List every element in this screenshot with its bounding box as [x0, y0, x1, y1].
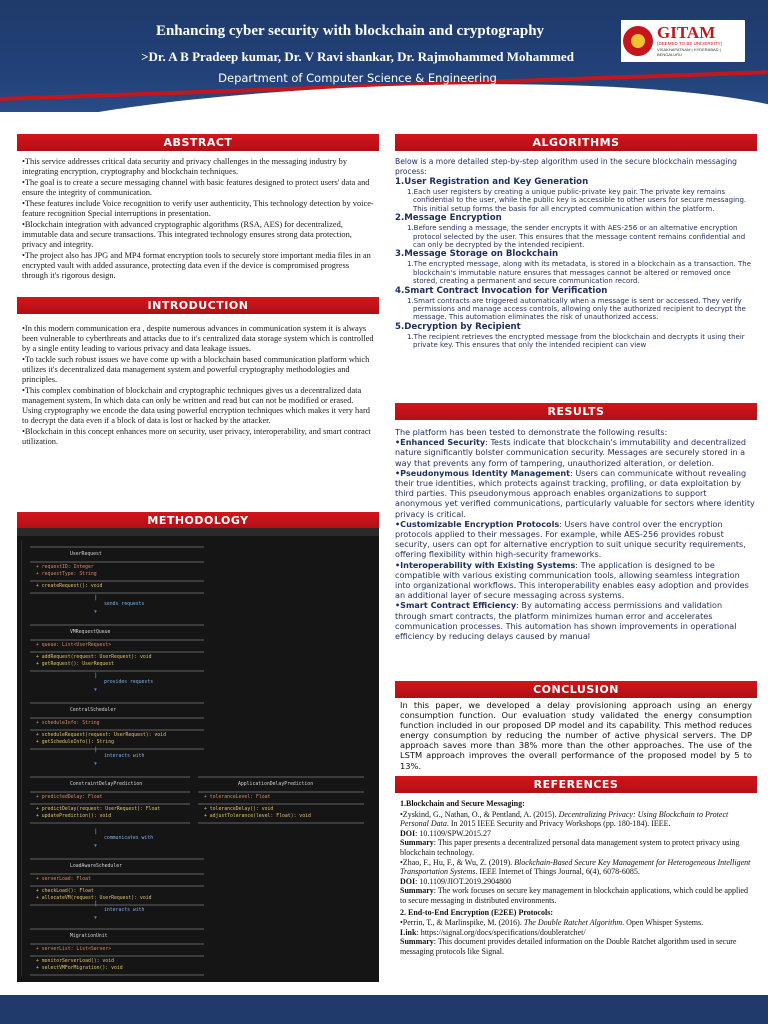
diagram-box-method: + toleranceDelay(): void	[204, 807, 274, 812]
diagram-box-divider	[198, 803, 364, 805]
diagram-box-border	[30, 748, 204, 750]
diagram-box-border	[30, 546, 204, 548]
diagram-box-method: + monitorServerLoad(): void	[36, 959, 114, 964]
diagram-box-border	[30, 624, 204, 626]
diagram-box-border	[30, 702, 204, 704]
diagram-box-divider	[30, 729, 204, 731]
diagram-box-border	[30, 822, 190, 824]
introduction-body	[22, 324, 374, 448]
poster-header	[0, 0, 768, 112]
diagram-box-method: + selectVMForMigration(): void	[36, 966, 123, 971]
diagram-box-title: LoadAwareScheduler	[70, 864, 122, 869]
reference-entry: •Zyskind, G., Nathan, O., & Pentland, A. (2015). Decentralizing Privacy: Using Blockchain to Protect Personal Data. In 2015 IEEE Security and Privacy Workshops (pp. 180-184). IEEE. DOI: 10.1109/SPW.2015.27 Summary: This paper presents a decentralized personal data management system to protect privacy using blockchain technology.	[400, 809, 740, 857]
diagram-box-divider	[30, 943, 204, 945]
algorithm-step-desc: 1.The encrypted message, along with its metadata, is stored in a blockchain as a transaction. The blockchain's immutable nature ensures that messages cannot be altered or removed once stored, creating a permanent and secure communication record.	[407, 260, 751, 286]
poster-department: Department of Computer Science & Engineering	[218, 71, 497, 85]
references-heading: REFERENCES	[395, 776, 757, 793]
result-text: : By automating access permissions and validation through smart contracts, the platform minimizes human error and accelerates communication processes. This automation has shown improvements in operational efficiency by reducing delays caused by manual	[395, 600, 737, 642]
result-item	[395, 519, 755, 560]
reference-entry: •Zhao, F., Hu, F., & Wu, Z. (2019). Blockchain-Based Secure Key Management for Heterogeneous Intelligent Transportation Systems. IEEE Internet of Things Journal, 6(4), 6078-6085. DOI: 10.1109/JIOT.2019.2904800 Summary: The work focuses on secure key management in blockchain applications, which could be applied to secure messaging in distributed environments.	[400, 857, 751, 905]
methodology-diagram	[17, 528, 379, 982]
results-heading: RESULTS	[395, 403, 757, 420]
diagram-box-divider	[30, 873, 204, 875]
diagram-box-title: MigrationUnit	[70, 934, 108, 939]
abstract-point: •These features include Voice recognition to verify user authenticity, This technology detection by voice-feature recognition Special interruptions in presentation.	[22, 199, 374, 218]
algorithm-step-title: 5.Decryption by Recipient	[395, 321, 521, 332]
diagram-link-label: interacts with	[104, 908, 145, 913]
result-title: •Customizable Encryption Protocols	[395, 518, 560, 529]
poster-authors: >Dr. A B Pradeep kumar, Dr. V Ravi shankar, Dr. Rajmohammed Mohammed	[141, 49, 574, 64]
diagram-box-border	[30, 776, 190, 778]
result-text: : The application is designed to be compatible with various existing communication tools, allowing seamless integration into organizational workflows. This interoperability enables easy adoption and provides an additional layer of secure messaging across systems.	[395, 559, 749, 601]
reference-entry: •Perrin, T., & Marlinspike, M. (2016). The Double Ratchet Algorithm. Open Whisper Systems. Link: https://signal.org/docs/specifications/doubleratchet/ Summary: This document provides detailed information on the Double Ratchet algorithm used in secure messaging protocols like Signal.	[400, 918, 737, 956]
diagram-link-arrow: ▼	[94, 916, 97, 921]
diagram-link-arrow: ▼	[94, 610, 97, 615]
gitam-emblem-icon	[623, 26, 653, 56]
diagram-box-title: CentralScheduler	[70, 708, 117, 713]
result-item	[395, 560, 755, 601]
diagram-box-divider	[30, 803, 190, 805]
diagram-box-field: + predictedDelay: Float	[36, 795, 103, 800]
diagram-link-arrow: ║	[94, 596, 97, 601]
diagram-box-method: + getRequest(): UserRequest	[36, 662, 114, 667]
diagram-box-border	[198, 776, 364, 778]
diagram-box-divider	[198, 791, 364, 793]
introduction-point: •This complex combination of blockchain and cryptographic techniques gives us a decentralized data management system, In which data can only be written and read but can not be modified or erased. Using cryptography we encode the data using powerful encryption techniques which makes it very hard to decrypt the data even if a block of data is lost or hacked by the attacker.	[22, 386, 370, 425]
algorithm-step-desc: 1.Each user registers by creating a unique public-private key pair. The private key remains confidential to the user, while the public key is accessible to other users for secure messaging. This initial setup forms the basis for all encrypted communication within the platform.	[407, 188, 747, 213]
diagram-box-title: ApplicationDelayPrediction	[238, 782, 314, 787]
result-text: : Tests indicate that blockchain's immutability and decentralized nature significantly bolster communication security. Messages are securely stored in a way that prevents any form of tampering, unauthorized alteration, or deletion.	[395, 437, 746, 468]
diagram-box-method: + predictDelay(request: UserRequest): Float	[36, 807, 161, 812]
diagram-box-title: VMRequestQueue	[70, 630, 111, 635]
diagram-link-label: interacts with	[104, 754, 145, 759]
introduction-heading: INTRODUCTION	[17, 297, 379, 314]
conclusion-heading: CONCLUSION	[395, 681, 757, 698]
diagram-box-divider	[30, 639, 204, 641]
diagram-box-method: + addRequest(request: UserRequest): void	[36, 655, 152, 660]
diagram-box-border	[198, 822, 364, 824]
logo-subline: VISAKHAPATNAM | HYDERABAD | BENGALURU	[657, 47, 721, 57]
diagram-box-method: + getScheduleInfo(): String	[36, 740, 114, 745]
diagram-box-divider	[30, 885, 204, 887]
abstract-point: •The goal is to create a secure messaging channel with basic features designed to protect users' data and ensure the integrity of communication.	[22, 178, 370, 197]
results-intro: The platform has been tested to demonstrate the following results:	[395, 427, 668, 437]
results-body	[395, 427, 755, 679]
algorithm-step-desc: 1.The recipient retrieves the encrypted message from the blockchain and decrypts it using their private key. This ensures that only the intended recipient can view	[407, 332, 745, 350]
diagram-box-divider	[30, 651, 204, 653]
result-item	[395, 468, 755, 519]
algorithms-body	[395, 157, 757, 401]
introduction-point: •Blockchain in this concept enhances more on security, user privacy, interoperability, and smart contract utilization.	[22, 427, 371, 446]
diagram-box-method: + updatePrediction(): void	[36, 814, 112, 819]
gitam-logo	[621, 20, 745, 62]
result-title: •Interoperability with Existing Systems	[395, 559, 576, 570]
result-item	[395, 600, 755, 641]
result-title: •Pseudonymous Identity Management	[395, 467, 571, 478]
abstract-body	[22, 157, 374, 282]
diagram-link-arrow: ▼	[94, 688, 97, 693]
diagram-box-border	[30, 670, 204, 672]
diagram-box-method: + scheduleRequest(request: UserRequest): void	[36, 733, 166, 738]
abstract-point: •The project also has JPG and MP4 format encryption tools to securely store important media files in an encrypted vault with added assurance, protecting data even if the device is compromised progress through it's rigorous design.	[22, 251, 371, 280]
diagram-link-label: provides requests	[104, 680, 154, 685]
diagram-link-label: communicates with	[104, 836, 154, 841]
diagram-box-field: + queue: List<UserRequest>	[36, 643, 112, 648]
diagram-box-divider	[30, 791, 190, 793]
diagram-link-arrow: ║	[94, 748, 97, 753]
diagram-box-divider	[30, 717, 204, 719]
diagram-box-method: + allocateVM(request: UserRequest): void	[36, 896, 152, 901]
diagram-box-title: ConstraintDelayPrediction	[70, 782, 143, 787]
result-title: •Enhanced Security	[395, 437, 486, 448]
algorithm-step-title: 3.Message Storage on Blockchain	[395, 249, 559, 260]
result-text: : Users have control over the encryption protocols applied to their messages. For example, while AES-256 provides robust security, users can opt for alternative encryption to suit unique security requirements, offering flexibility within high-security frameworks.	[395, 518, 746, 560]
result-title: •Smart Contract Efficiency	[395, 600, 517, 611]
diagram-box-method: + checkLoad(): Float	[36, 889, 94, 894]
diagram-link-label: sends requests	[104, 602, 145, 607]
diagram-box-border	[30, 928, 204, 930]
diagram-box-field: + requestType: String	[36, 572, 97, 577]
algorithm-step-title: 2.Message Encryption	[395, 213, 502, 224]
algorithm-step-desc: 1.Before sending a message, the sender encrypts it with AES-256 or an alternative encryption protocol selected by the user. This ensures that the message content remains confidential and can only be decrypted by the intended recipient.	[407, 224, 746, 250]
reference-group-title: 2. End-to-End Encryption (E2EE) Protocols:	[400, 907, 553, 917]
references-body	[400, 797, 752, 985]
diagram-box-border	[30, 974, 204, 976]
reference-group-title: 1.Blockchain and Secure Messaging:	[400, 799, 525, 808]
algorithm-step-title: 4.Smart Contract Invocation for Verification	[395, 285, 608, 296]
diagram-link-arrow: ▼	[94, 762, 97, 767]
diagram-box-border	[30, 858, 204, 860]
diagram-box-field: + toleranceLevel: Float	[204, 795, 271, 800]
methodology-heading: METHODOLOGY	[17, 512, 379, 529]
diagram-canvas	[21, 540, 369, 976]
diagram-box-border	[30, 904, 204, 906]
introduction-point: •In this modern communication era , despite numerous advances in communication system it is always been vulnerable to cyberthreats and attacks due to it's centralized data storage system which is controlled by a single entity leading to various privacy and data leakage issues.	[22, 324, 374, 353]
algorithm-step-desc: 1.Smart contracts are triggered automatically when a message is sent or accessed. They verify permissions and manage access controls, allowing only the authorized recipient to decrypt the message. This automation eliminates the risk of unauthorized access.	[407, 296, 746, 322]
diagram-box-method: + createRequest(): void	[36, 584, 103, 589]
diagram-link-arrow: ║	[94, 830, 97, 835]
conclusion-body: In this paper, we developed a delay provisioning approach using an energy consumption function. Our evaluation study validated the energy consumption function included in our proposed DP model and its capability. This method reduces energy consumption by reducing the number of active physical servers. The DP approach saves more than 38% more than the other approaches. The use of the LSTM approach improves the overall performance of the proposed model by 5 to 13%.	[400, 700, 752, 771]
algorithms-heading: ALGORITHMS	[395, 134, 757, 151]
diagram-box-field: + requestID: Integer	[36, 565, 94, 570]
diagram-box-field: + serverLoad: Float	[36, 877, 91, 882]
diagram-box-title: UserRequest	[70, 552, 102, 557]
result-item	[395, 437, 755, 468]
abstract-heading: ABSTRACT	[17, 134, 379, 151]
logo-name: GITAM	[657, 23, 716, 42]
diagram-box-divider	[30, 561, 204, 563]
algorithm-step-title: 1.User Registration and Key Generation	[395, 177, 589, 187]
algorithms-intro: Below is a more detailed step-by-step algorithm used in the secure blockchain messaging process:	[395, 157, 738, 176]
diagram-window-bar	[17, 528, 379, 536]
diagram-box-divider	[30, 955, 204, 957]
diagram-box-divider	[30, 580, 204, 582]
diagram-box-method: + adjustTolerance(level: Float): void	[204, 814, 311, 819]
diagram-box-field: + serverList: List<Server>	[36, 947, 112, 952]
poster-footer	[0, 995, 768, 1024]
diagram-link-arrow: ║	[94, 674, 97, 679]
logo-tagline: (DEEMED TO BE UNIVERSITY)	[657, 41, 723, 46]
abstract-point: •This service addresses critical data security and privacy challenges in the messaging industry by integrating encryption, cryptography and blockchain techniques.	[22, 157, 348, 176]
diagram-box-field: + scheduleInfo: String	[36, 721, 100, 726]
diagram-box-border	[30, 592, 204, 594]
diagram-link-arrow: ▼	[94, 844, 97, 849]
introduction-point: •To tackle such robust issues we have come up with a blockchain based communication platform which utilizes it's decentralized data management system and powerful cryptography methodologies and principles.	[22, 355, 370, 384]
poster-title: Enhancing cyber security with blockchain and cryptography	[155, 23, 545, 39]
result-text: : Users can communicate without revealing their true identities, which protects against tracking, profiling, or data exploitation by third parties. This pseudonymous approach enables organizations to support anonymous yet verified communications, particularly valuable for sectors where identity privacy is critical.	[395, 467, 755, 519]
diagram-link-arrow: ║	[94, 902, 97, 907]
abstract-point: •Blockchain integration with advanced cryptographic algorithms (RSA, AES) for decentralized, immutable data and secure transactions. This integrated technology ensures strong data protection, privacy and integrity.	[22, 220, 352, 249]
